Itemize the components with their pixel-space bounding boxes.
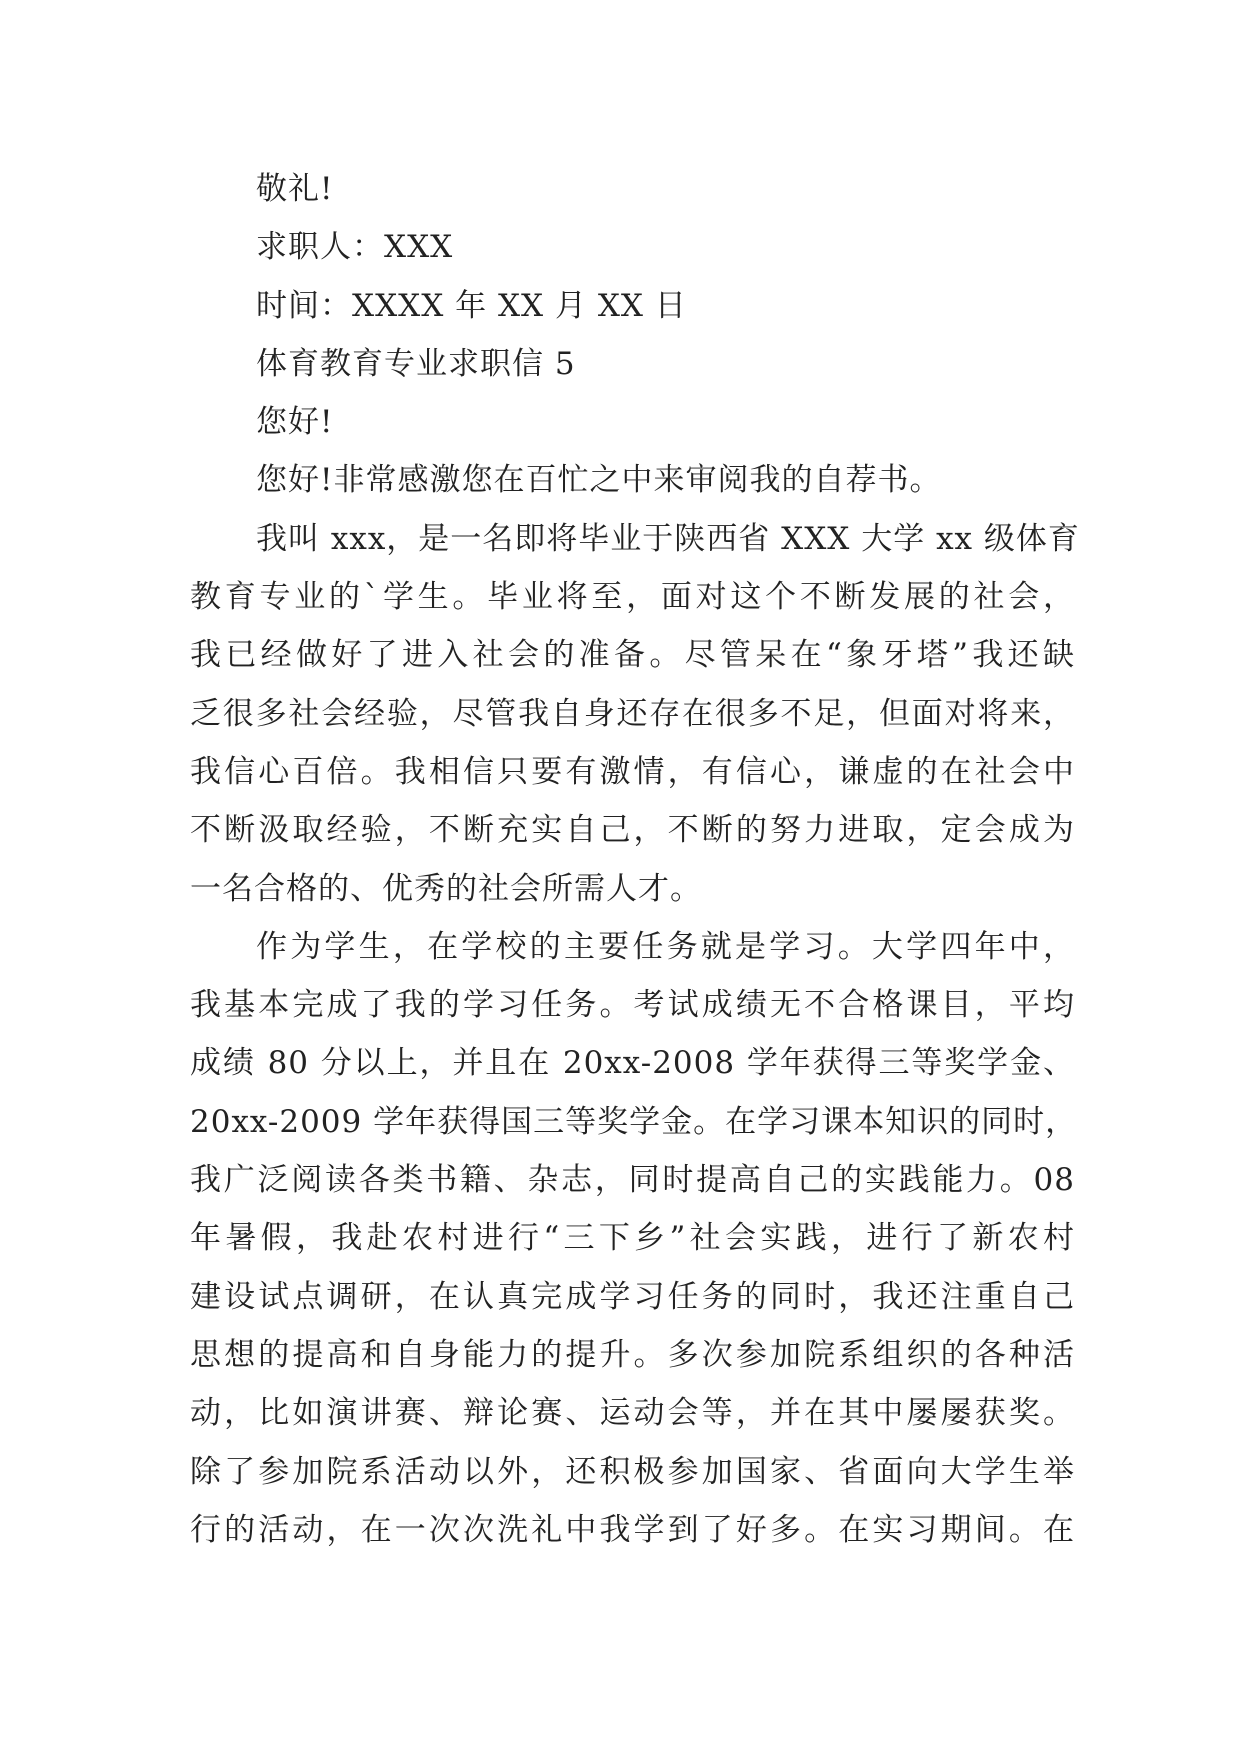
paragraph-line: 教育专业的`学生。毕业将至，面对这个不断发展的社会，: [190, 579, 1075, 616]
closing-line: 敬礼!: [256, 171, 334, 207]
paragraph-line: 成绩 80 分以上，并且在 20xx-2008 学年获得三等奖学金、: [190, 1045, 1075, 1082]
date-line: 时间：XXXX 年 XX 月 XX 日: [256, 287, 687, 324]
paragraph-line: 行的活动，在一次次洗礼中我学到了好多。在实习期间。在: [190, 1511, 1075, 1548]
paragraph-line: 思想的提高和自身能力的提升。多次参加院系组织的各种活: [190, 1336, 1075, 1373]
paragraph-line: 不断汲取经验，不断充实自己，不断的努力进取，定会成为: [190, 812, 1075, 849]
paragraph-line: 我信心百倍。我相信只要有激情，有信心，谦虚的在社会中: [190, 753, 1075, 790]
paragraph-line: 我叫 xxx，是一名即将毕业于陕西省 XXX 大学 xx 级体育: [256, 520, 1080, 557]
paragraph-line: 年暑假，我赴农村进行“三下乡”社会实践，进行了新农村: [190, 1220, 1075, 1257]
paragraph-line: 我基本完成了我的学习任务。考试成绩无不合格课目，平均: [190, 987, 1075, 1024]
paragraph-line: 一名合格的、优秀的社会所需人才。: [190, 870, 702, 907]
greeting-line: 您好!: [256, 404, 334, 441]
letter-body: [190, 160, 1080, 1559]
paragraph-line: 乏很多社会经验，尽管我自身还存在很多不足，但面对将来，: [190, 695, 1075, 732]
paragraph-line: 除了参加院系活动以外，还积极参加国家、省面向大学生举: [190, 1453, 1075, 1490]
paragraph-line: 建设试点调研，在认真完成学习任务的同时，我还注重自己: [190, 1278, 1075, 1315]
paragraph-line: 我广泛阅读各类书籍、杂志，同时提高自己的实践能力。08: [190, 1162, 1075, 1199]
letter-title: 体育教育专业求职信 5: [256, 345, 576, 382]
applicant-line: 求职人：XXX: [256, 229, 454, 266]
paragraph-line: 我已经做好了进入社会的准备。尽管呆在“象牙塔”我还缺: [190, 637, 1075, 674]
paragraph-line: 作为学生，在学校的主要任务就是学习。大学四年中，: [256, 928, 1075, 965]
opening-line: 您好!非常感激您在百忙之中来审阅我的自荐书。: [256, 462, 942, 499]
paragraph-line: 20xx-2009 学年获得国三等奖学金。在学习课本知识的同时，: [190, 1103, 1078, 1140]
paragraph-line: 动，比如演讲赛、辩论赛、运动会等，并在其中屡屡获奖。: [190, 1395, 1075, 1432]
